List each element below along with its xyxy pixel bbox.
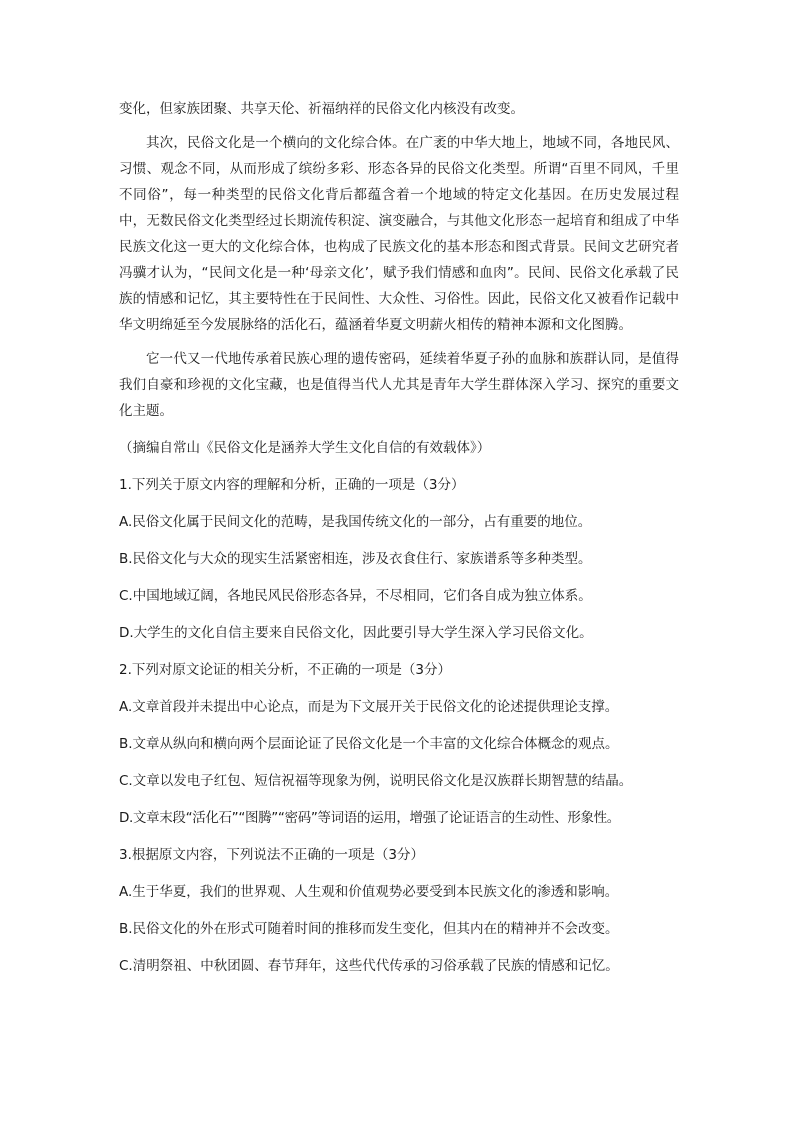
option-c: C.文章以发电子红包、短信祝福等现象为例，说明民俗文化是汉族群长期智慧的结晶。 [119, 773, 633, 789]
option-c: C.清明祭祖、中秋团圆、春节拜年，这些代代传承的习俗承载了民族的情感和记忆。 [119, 958, 619, 974]
question-stem: 1.下列关于原文内容的理解和分析，正确的一项是（3分） [119, 477, 465, 493]
paragraph-second: 其次，民俗文化是一个横向的文化综合体。在广袤的中华大地上，地域不同，各地民风、习惯、观念不同，从而形成了缤纷多彩、形态各异的民俗文化类型。所谓“百里不同风，千里不同俗”，每一种类型的民俗文化背后都蕴含着一个地域的特定文化基因。在历史发展过程中，无数民俗文化类型经过长期流传积淀、演变融合，与其他文化形态一起培育和组成了中华民族文化这一更大的文化综合体，也构成了民族文化的基本形态和图式背景。民间文艺研究者冯骥才认为，“民间文化是一种‘母亲文化’，赋予我们情感和血肉”。民间、民俗文化承载了民族的情感和记忆，其主要特性在于民间性、大众性、习俗性。因此，民俗文化又被看作记载中华文明绵延至今发展脉络的活化石，蕴涵着华夏文明薪火相传的精神本源和文化图腾。 [119, 135, 679, 333]
question-stem: 3.根据原文内容，下列说法不正确的一项是（3分） [119, 847, 424, 863]
option-b: B.民俗文化与大众的现实生活紧密相连，涉及衣食住行、家族谱系等多种类型。 [119, 551, 592, 567]
option-b: B.文章从纵向和横向两个层面论证了民俗文化是一个丰富的文化综合体概念的观点。 [119, 736, 619, 752]
question-stem: 2.下列对原文论证的相关分析，不正确的一项是（3分） [119, 662, 451, 678]
option-a: A.文章首段并未提出中心论点，而是为下文展开关于民俗文化的论述提供理论支撑。 [119, 699, 619, 715]
document-page [119, 96, 679, 976]
option-a: A.民俗文化属于民间文化的范畴，是我国传统文化的一部分，占有重要的地位。 [119, 514, 592, 530]
question-1 [119, 475, 679, 643]
option-d: D.文章末段“活化石”“图腾”“密码”等词语的运用，增强了论证语言的生动性、形象性。 [119, 810, 620, 826]
source-citation: （摘编自常山《民俗文化是涵养大学生文化自信的有效载体》） [119, 440, 491, 456]
option-c: C.中国地域辽阔，各地民风民俗形态各异，不尽相同，它们各自成为独立体系。 [119, 588, 592, 604]
paragraph-third: 它一代又一代地传承着民族心理的遗传密码，延续着华夏子孙的血脉和族群认同，是值得我们自豪和珍视的文化宝藏，也是值得当代人尤其是青年大学生群体深入学习、探究的重要文化主题。 [119, 351, 679, 419]
option-d: D.大学生的文化自信主要来自民俗文化，因此要引导大学生深入学习民俗文化。 [119, 625, 593, 641]
question-2 [119, 660, 679, 828]
option-a: A.生于华夏，我们的世界观、人生观和价值观势必要受到本民族文化的渗透和影响。 [119, 884, 619, 900]
question-3 [119, 845, 679, 976]
paragraph-continuation: 变化，但家族团聚、共享天伦、祈福纳祥的民俗文化内核没有改变。 [119, 101, 524, 117]
option-b: B.民俗文化的外在形式可随着时间的推移而发生变化，但其内在的精神并不会改变。 [119, 921, 619, 937]
